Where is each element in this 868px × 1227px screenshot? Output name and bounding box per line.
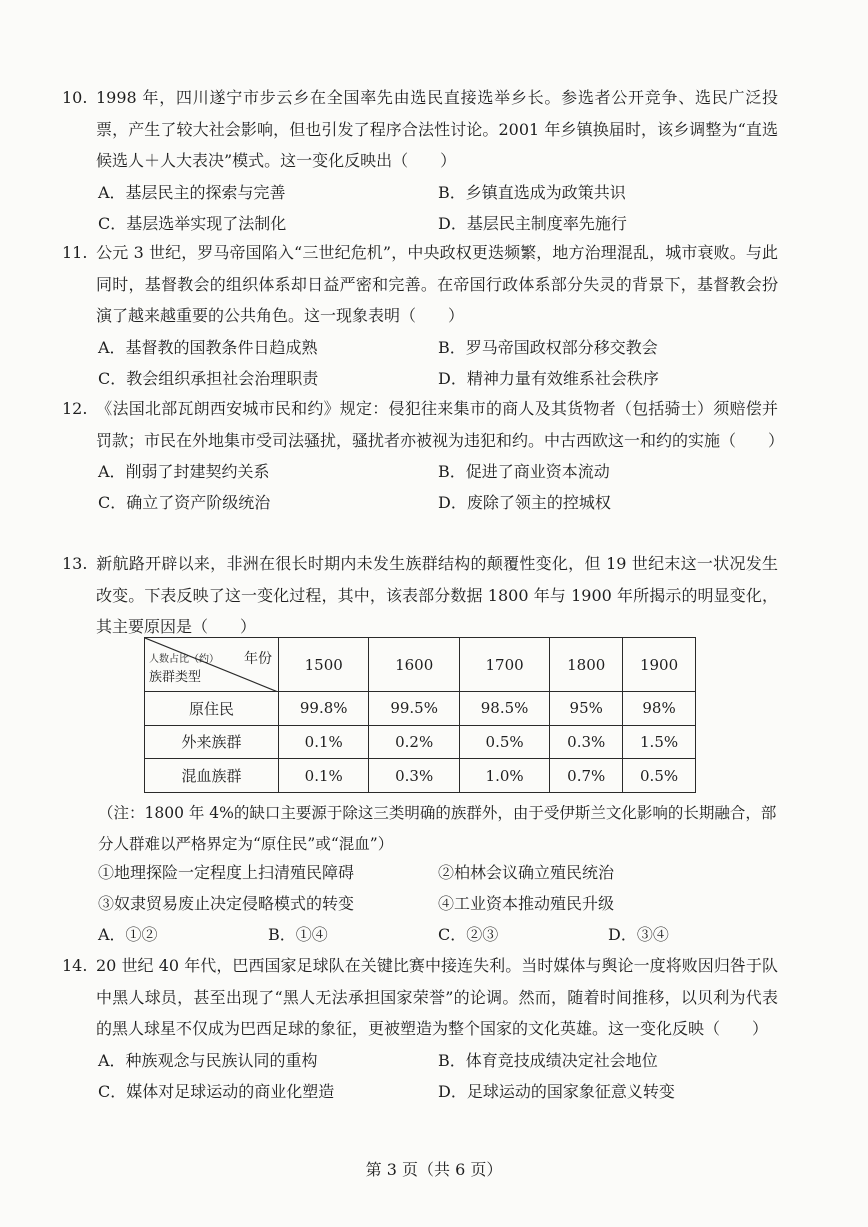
- year-header: 1500: [279, 638, 369, 692]
- statement-2: ②柏林会议确立殖民统治: [438, 863, 615, 882]
- year-header: 1900: [623, 638, 696, 692]
- question-stem: [62, 393, 785, 456]
- year-header: 1700: [459, 638, 549, 692]
- row-label: 原住民: [145, 692, 279, 726]
- option-d: D．精神力量有效维系社会秩序: [438, 368, 659, 388]
- option-b: B．乡镇直选成为政策共识: [438, 182, 626, 202]
- statement-4: ④工业资本推动殖民升级: [438, 894, 615, 913]
- option-b: B．促进了商业资本流动: [438, 462, 610, 481]
- question-13: [62, 548, 778, 643]
- question-number: 11.: [62, 243, 88, 262]
- row-label: 混血族群: [145, 759, 279, 793]
- table-cell: 95%: [550, 692, 623, 726]
- option-a: A．基层民主的探索与完善: [98, 182, 286, 202]
- table-row: [145, 759, 696, 793]
- corner-bottom-left: 族群类型: [149, 670, 202, 685]
- table-cell: 0.7%: [550, 759, 623, 793]
- question-12: [62, 393, 785, 518]
- table-cell: 0.5%: [459, 725, 549, 759]
- table-cell: 0.3%: [369, 759, 459, 793]
- option-a: A．削弱了封建契约关系: [98, 462, 270, 481]
- question-stem: [62, 237, 778, 332]
- question-number: 10.: [62, 88, 88, 107]
- options: [62, 456, 778, 518]
- question-text: 20 世纪 40 年代，巴西国家足球队在关键比赛中接连失利。当时媒体与舆论一度将败因归咎于队中黑人球员，甚至出现了“黑人无法承担国家荣誉”的论调。然而，随着时间推移，以贝利为代表的黑人球星不仅成为巴西足球的象征，更被塑造为整个国家的文化英雄。这一变化反映（ ）: [96, 956, 778, 1038]
- option-b: B．体育竞技成绩决定社会地位: [438, 1050, 658, 1070]
- option-c: C．确立了资产阶级统治: [98, 493, 271, 512]
- question-text: 新航路开辟以来，非洲在很长时期内未发生族群结构的颠覆性变化，但 19 世纪末这一状况发生改变。下表反映了这一变化过程，其中，该表部分数据 1800 年与 1900 年所揭示的明显变化，其主要原因是（ ）: [96, 554, 778, 636]
- question-13-choices: [62, 857, 778, 950]
- table-cell: 99.8%: [279, 692, 369, 726]
- option-d: D．基层民主制度率先施行: [438, 213, 627, 233]
- statement-items: [62, 857, 778, 950]
- option-a: A．①②: [98, 925, 158, 944]
- table-cell: 1.5%: [623, 725, 696, 759]
- option-d: D．③④: [608, 925, 669, 944]
- question-text: 公元 3 世纪，罗马帝国陷入“三世纪危机”，中央政权更迭频繁，地方治理混乱，城市衰败。与此同时，基督教会的组织体系却日益严密和完善。在帝国行政体系部分失灵的背景下，基督教会扮演了越来越重要的公共角色。这一现象表明（ ）: [96, 243, 778, 325]
- question-text: 《法国北部瓦朗西安城市民和约》规定：侵犯往来集市的商人及其货物者（包括骑士）须赔偿并罚款；市民在外地集市受司法骚扰，骚扰者亦被视为违犯和约。中古西欧这一和约的实施（ ）: [96, 399, 785, 450]
- question-10: [62, 82, 778, 239]
- table-note: （注：1800 年 4%的缺口主要源于除这三类明确的族群外，由于受伊斯兰文化影响的长期融合，部分人群难以严格界定为“原住民”或“混血”）: [98, 804, 777, 853]
- option-d: D．废除了领主的控城权: [438, 493, 611, 512]
- option-a: A．基督教的国教条件日趋成熟: [98, 337, 318, 357]
- option-b: B．①④: [268, 925, 328, 944]
- row-label: 外来族群: [145, 725, 279, 759]
- statement-1: ①地理探险一定程度上扫清殖民障碍: [98, 863, 355, 882]
- options: [62, 177, 778, 239]
- table-cell: 0.5%: [623, 759, 696, 793]
- options: [62, 332, 778, 394]
- table-cell: 98%: [623, 692, 696, 726]
- option-c: C．②③: [438, 925, 499, 944]
- corner-top-right: 年份: [244, 651, 272, 667]
- year-header: 1600: [369, 638, 459, 692]
- question-stem: [62, 548, 778, 643]
- corner-top-left: 人数占比（约）: [149, 654, 219, 665]
- question-stem: [62, 82, 778, 177]
- table-row: [145, 692, 696, 726]
- table-cell: 99.5%: [369, 692, 459, 726]
- option-d: D．足球运动的国家象征意义转变: [438, 1081, 675, 1101]
- table-cell: 0.1%: [279, 725, 369, 759]
- option-c: C．媒体对足球运动的商业化塑造: [98, 1081, 335, 1101]
- statement-3: ③奴隶贸易废止决定侵略模式的转变: [98, 894, 355, 913]
- question-14: [62, 950, 778, 1107]
- option-c: C．基层选举实现了法制化: [98, 213, 287, 233]
- option-a: A．种族观念与民族认同的重构: [98, 1050, 318, 1070]
- ethnic-structure-table: [144, 637, 696, 793]
- question-11: [62, 237, 778, 394]
- table-cell: 0.2%: [369, 725, 459, 759]
- options: [62, 1045, 778, 1107]
- question-number: 14.: [62, 956, 88, 975]
- table-row: [145, 725, 696, 759]
- table-corner-cell: [145, 638, 279, 692]
- year-header: 1800: [550, 638, 623, 692]
- page-footer: 第 3 页（共 6 页）: [365, 1160, 503, 1179]
- table-cell: 98.5%: [459, 692, 549, 726]
- question-number: 12.: [62, 399, 88, 418]
- question-stem: [62, 950, 778, 1045]
- table-cell: 0.3%: [550, 725, 623, 759]
- option-b: B．罗马帝国政权部分移交教会: [438, 337, 658, 357]
- table-cell: 1.0%: [459, 759, 549, 793]
- question-number: 13.: [62, 554, 88, 573]
- table-cell: 0.1%: [279, 759, 369, 793]
- option-c: C．教会组织承担社会治理职责: [98, 368, 319, 388]
- question-text: 1998 年，四川遂宁市步云乡在全国率先由选民直接选举乡长。参选者公开竞争、选民广泛投票，产生了较大社会影响，但也引发了程序合法性讨论。2001 年乡镇换届时，该乡调整为“直选候选人＋人大表决”模式。这一变化反映出（ ）: [96, 88, 778, 170]
